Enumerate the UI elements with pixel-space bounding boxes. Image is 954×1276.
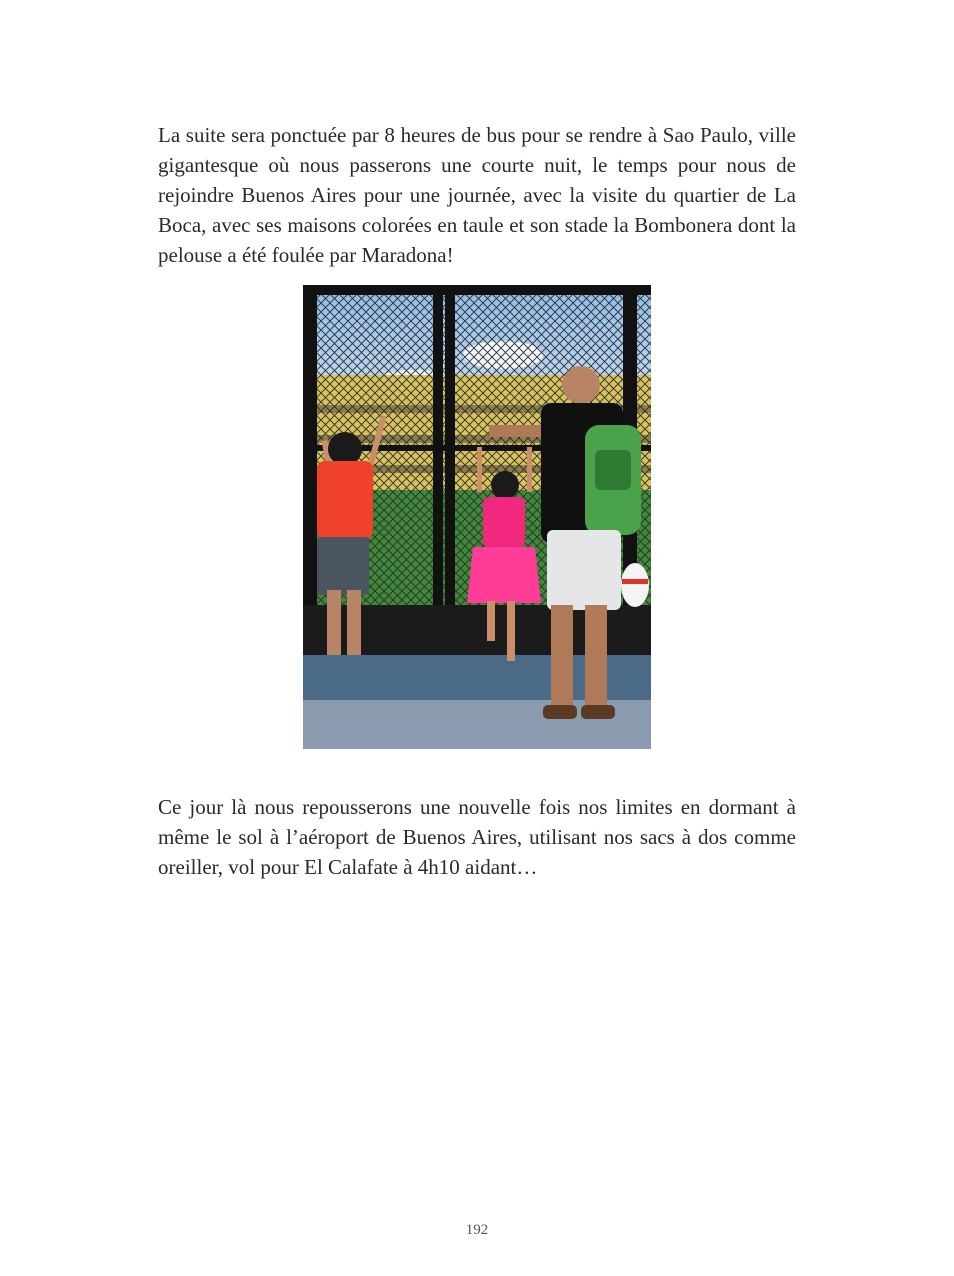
paragraph-airport: Ce jour là nous repousserons une nouvelle fois nos limites en dormant à même le sol à l’aéroport de Buenos Aires, utilisant nos sacs à dos comme oreiller, vol pour El Calafate à 4h10 aidant… [158,795,796,879]
paragraph-intro: La suite sera ponctuée par 8 heures de bus pour se rendre à Sao Paulo, ville gigantesque où nous passerons une courte nuit, le temps pour nous de rejoindre Buenos Aires pour une journée, avec la visite du quartier de La Boca, avec ses maisons colorées en taule et son stade la Bombonera dont la pelouse a été foulée par Maradona! [158,123,796,267]
stadium-fence-photo [303,285,651,749]
fence-post [445,285,455,655]
fence-rail [303,285,651,295]
fence-post [433,285,443,655]
page-number: 192 [465,1222,489,1238]
fence-post [303,285,317,655]
